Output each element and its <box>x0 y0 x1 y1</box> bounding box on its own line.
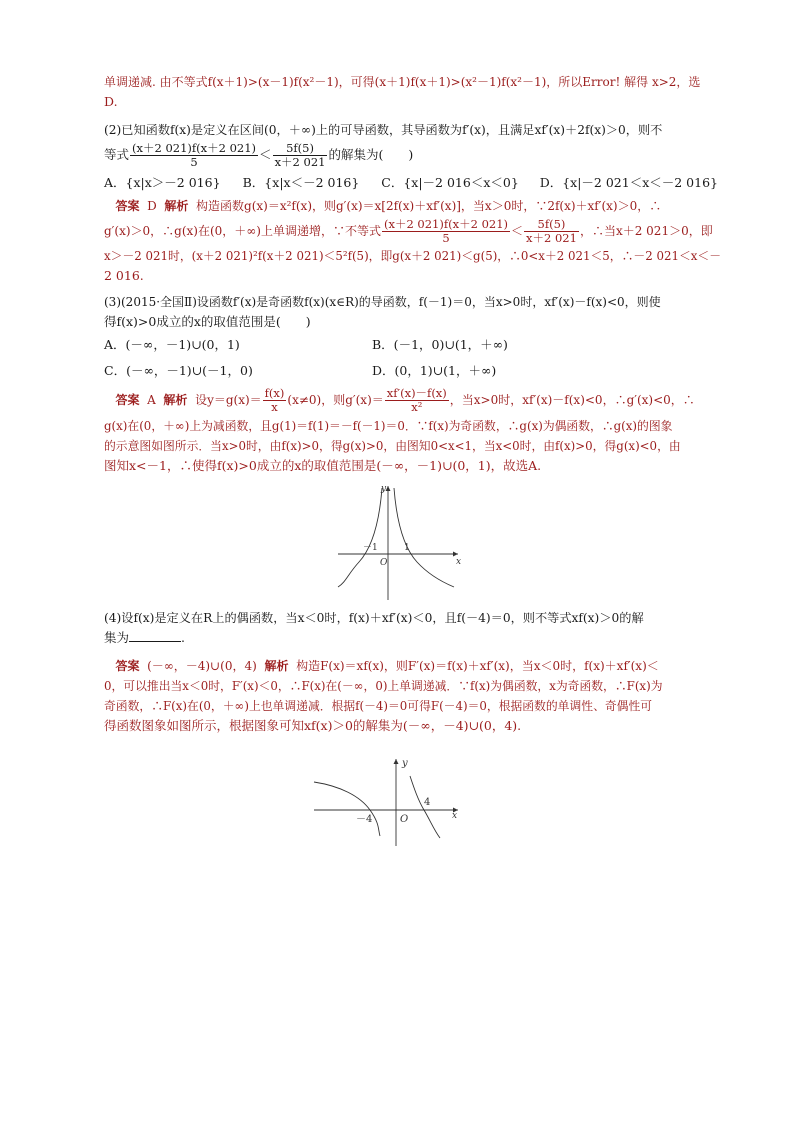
q2-solution-line-4: 2 016. <box>104 268 144 283</box>
q3-solution-text-1c: ，当x>0时，xf′(x)－f(x)<0，∴g′(x)<0，∴ <box>449 393 695 407</box>
q4-graph-svg <box>310 756 460 848</box>
q3-solution-label: 解析 <box>163 393 188 407</box>
q2-solution-label: 解析 <box>164 199 189 213</box>
q3-solution-text-1a: 设y＝g(x)＝ <box>195 393 262 407</box>
q2-fraction-right <box>273 142 328 169</box>
q2-sol-frac2-num: 5f(5) <box>524 218 579 232</box>
q2-solution-line-3: x＞－2 021时，(x＋2 021)²f(x＋2 021)＜5²f(5)，即g(x＋2 021)＜g(5)，∴0<x＋2 021＜5，∴－2 021＜x＜－ <box>104 249 722 263</box>
q4-solution-label: 解析 <box>264 659 289 673</box>
q2-option-b: B．{x|x＜－2 016} <box>242 175 360 190</box>
q2-options <box>104 170 718 196</box>
q2-sol-frac1-den: 5 <box>442 231 450 245</box>
q3-x-arrow <box>453 552 458 557</box>
q2-ineq-prefix: 等式 <box>104 147 130 162</box>
cont-line-2: D. <box>104 94 118 109</box>
q3-neg-tick-label: －1 <box>363 543 378 553</box>
q3-solution-line-1 <box>104 384 718 416</box>
q3-solution-text-1b: (x≠0)，则g′(x)＝ <box>287 393 384 407</box>
q2-less-than: ＜ <box>259 147 272 162</box>
q4-graph <box>104 756 718 852</box>
q2-option-a: A．{x|x＞－2 016} <box>104 175 221 190</box>
page-content <box>104 72 722 852</box>
q4-stem-line-1: (4)设f(x)是定义在R上的偶函数，当x＜0时，f(x)＋xf′(x)＜0，且f(－4)＝0，则不等式xf(x)＞0的解 <box>104 611 644 625</box>
q3-stem-line-2: 得f(x)>0成立的x的取值范围是( ) <box>104 314 311 329</box>
q4-curve-left <box>314 782 380 836</box>
q2-stem-line-2 <box>104 140 718 170</box>
q3-options-row-1 <box>104 332 718 358</box>
q3-sol-frac1-den: x <box>271 400 278 414</box>
q3-pos-tick-label: 1 <box>404 543 410 553</box>
q3-answer-label: 答案 <box>115 393 140 407</box>
q3-option-b: B．(－1，0)∪(1，＋∞) <box>372 337 508 352</box>
q3-solution-line-3: 的示意图如图所示．当x>0时，由f(x)>0，得g(x)>0，由图知0<x<1，当x<0时，由f(x)>0，得g(x)<0，由 <box>104 439 681 453</box>
q4-answer-blank <box>129 629 181 642</box>
q4-answer-value: (－∞，－4)∪(0，4) <box>147 659 257 673</box>
q4-solution-line-1 <box>104 656 718 676</box>
q4-answer-label: 答案 <box>115 659 140 673</box>
q3-y-label: y <box>381 484 387 494</box>
q2-solution-line-1 <box>104 196 718 216</box>
q3-options-row-2 <box>104 358 718 384</box>
q4-stem-line-2 <box>104 628 718 648</box>
q2-ineq-suffix: 的解集为( ) <box>328 147 414 162</box>
q2-frac1-den: 5 <box>190 155 198 169</box>
q4-y-label: y <box>402 758 408 769</box>
q2-answer-label: 答案 <box>115 199 140 213</box>
q2-frac2-num: 5f(5) <box>273 142 328 156</box>
q3-stem-line-1: (3)(2015·全国Ⅱ)设函数f′(x)是奇函数f(x)(x∈R)的导函数，f(－1)＝0，当x>0时，xf′(x)－f(x)<0，则使 <box>104 295 661 309</box>
q3-sol-frac2-num: xf′(x)－f(x) <box>386 386 447 400</box>
q4-x-label: x <box>452 811 458 821</box>
q2-sol-frac2-den: x＋2 021 <box>526 231 577 245</box>
q2-solution-line-2 <box>104 216 718 246</box>
cont-line-1: 单调递减. 由不等式f(x＋1)>(x－1)f(x²－1)，可得(x＋1)f(x＋1)>(x²－1)f(x²－1)，所以Error! 解得 x>2，选 <box>104 75 701 89</box>
q4-y-arrow <box>394 759 399 764</box>
q3-solution-line-2: g(x)在(0，＋∞)上为减函数，且g(1)＝f(1)＝－f(－1)＝0．∵f(x)为奇函数，∴g(x)为偶函数，∴g(x)的图象 <box>104 419 673 433</box>
q3-sol-fraction-1 <box>263 387 287 414</box>
q3-answer-value: A <box>147 393 156 407</box>
q2-sol-fraction-left <box>382 218 510 245</box>
q2-fraction-left <box>130 142 258 169</box>
q2-solution-text-2: g′(x)＞0，∴g(x)在(0，＋∞)上单调递增，∵不等式 <box>104 224 381 238</box>
q2-option-c: C．{x|－2 016＜x＜0} <box>381 175 519 190</box>
q3-origin-label: O <box>380 558 388 568</box>
q4-stem-suffix: . <box>181 630 185 645</box>
q4-solution-text-1: 构造F(x)＝xf(x)，则F′(x)＝f(x)＋xf′(x)，当x＜0时，f(x)＋xf′(x)＜ <box>296 659 659 673</box>
q2-sol-less-than: ＜ <box>511 224 524 238</box>
q4-neg-tick-label: －4 <box>356 814 373 825</box>
q3-graph-svg <box>334 482 464 602</box>
q4-origin-label: O <box>400 814 409 825</box>
q2-option-d: D．{x|－2 021＜x＜－2 016} <box>539 175 718 190</box>
q4-stem-prefix: 集为 <box>104 630 130 645</box>
q2-sol-fraction-right <box>524 218 579 245</box>
q2-frac1-num: (x＋2 021)f(x＋2 021) <box>132 141 257 155</box>
q3-curve-left-upper <box>338 488 382 587</box>
q3-option-c: C．(－∞，－1)∪(－1，0) <box>104 363 253 378</box>
q4-solution-line-4: 得函数图象如图所示，根据图象可知xf(x)＞0的解集为(－∞，－4)∪(0，4). <box>104 718 522 733</box>
q3-y-arrow <box>386 486 391 491</box>
q2-solution-text-1: 构造函数g(x)＝x²f(x)，则g′(x)＝x[2f(x)＋xf′(x)]，当x＞0时，∵2f(x)＋xf′(x)＞0，∴ <box>196 199 662 213</box>
q3-solution-line-4: 图知x<－1，∴使得f(x)>0成立的x的取值范围是(－∞，－1)∪(0，1)，故选A. <box>104 458 542 473</box>
q2-frac2-den: x＋2 021 <box>274 155 326 169</box>
q4-solution-line-3: 奇函数，∴F(x)在(0，＋∞)上也单调递减．根据f(－4)＝0可得F(－4)＝0，根据函数的单调性、奇偶性可 <box>104 699 653 713</box>
q3-option-a: A．(－∞，－1)∪(0，1) <box>104 337 240 352</box>
q3-sol-frac1-num: f(x) <box>264 386 285 400</box>
q2-sol-frac1-num: (x＋2 021)f(x＋2 021) <box>383 217 509 231</box>
q2-answer-value: D <box>147 199 157 213</box>
q2-solution-text-2b: ，∴当x＋2 021＞0，即 <box>579 224 713 238</box>
q4-pos-tick-label: 4 <box>424 797 431 808</box>
q3-sol-frac2-den: x² <box>411 400 423 414</box>
q3-graph <box>104 482 718 604</box>
q3-x-label: x <box>456 557 462 567</box>
q3-option-d: D．(0，1)∪(1，＋∞) <box>372 363 497 378</box>
q3-sol-fraction-2 <box>385 387 449 414</box>
q2-stem-line-1: (2)已知函数f(x)是定义在区间(0，＋∞)上的可导函数，其导函数为f′(x)，且满足xf′(x)＋2f(x)＞0，则不 <box>104 123 663 137</box>
q4-solution-line-2: 0，可以推出当x＜0时，F′(x)＜0，∴F(x)在(－∞，0)上单调递减．∵f(x)为偶函数，x为奇函数，∴F(x)为 <box>104 679 663 693</box>
q3-curve-right <box>394 488 454 587</box>
